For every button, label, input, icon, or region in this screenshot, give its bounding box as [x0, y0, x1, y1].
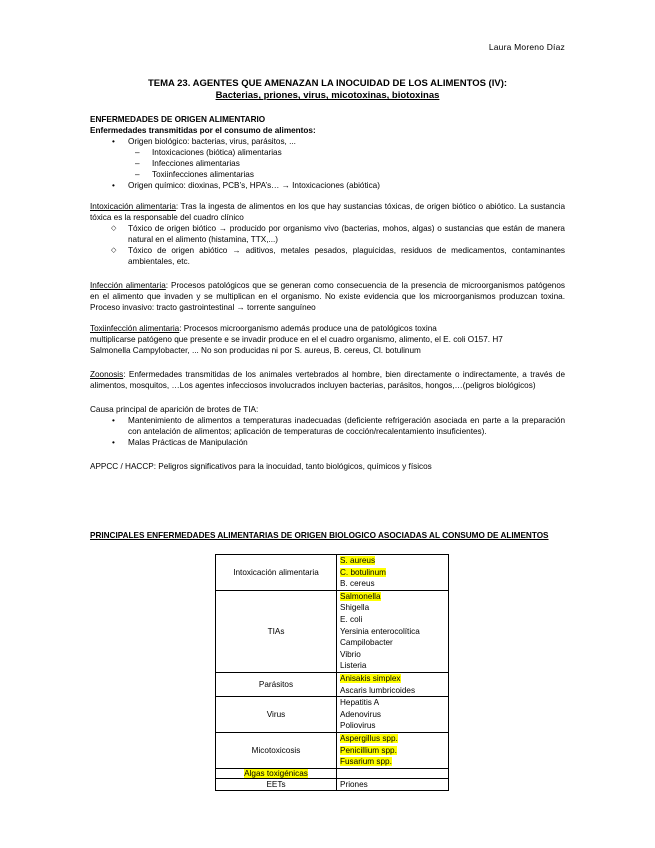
intox-paragraph: [90, 201, 565, 223]
table-entry: [340, 673, 448, 685]
entry-text: Salmonella: [340, 591, 381, 601]
table-entry: [340, 578, 448, 590]
list-item: • Malas Prácticas de Manipulación: [90, 437, 565, 448]
toxiinf-term: Toxiinfección alimentaria: [90, 324, 180, 333]
table-entry: [340, 614, 448, 626]
table-entry: [340, 637, 448, 649]
row-entries-cell: [337, 697, 449, 733]
entry-text: Adenovirus: [340, 709, 381, 719]
row-entries-cell: [337, 778, 449, 791]
intox-term: Intoxicación alimentaria: [90, 202, 176, 211]
list-subitem: – Intoxicaciones (biótica) alimentarias: [90, 147, 565, 158]
infeccion-text: : Procesos patológicos que se generan como consecuencia de la presencia de microorganismos patógenos en el alimento que invaden y se multiplican en el organismo. No existe evidencia que los microorganismos produzcan toxina. Proceso invasivo: tracto gastrointestinal → torrente sanguíneo: [90, 281, 565, 312]
section-heading: ENFERMEDADES DE ORIGEN ALIMENTARIO: [90, 115, 266, 124]
row-label-cell: [216, 732, 337, 768]
table-entry: [340, 709, 448, 721]
row-label-cell: [216, 672, 337, 696]
list-subitem: – Infecciones alimentarias: [90, 158, 565, 169]
list-item: ◇ Tóxico de origen biótico → producido por organismo vivo (bacterias, mohos, algas) o sustancias que están de manera natural en el alimento (histamina, TTX,...): [90, 223, 565, 245]
row-label: Parásitos: [258, 680, 294, 690]
row-label-cell: [216, 778, 337, 791]
row-label: Micotoxicosis: [251, 745, 301, 755]
table-row: [216, 672, 449, 696]
entry-text: Priones: [340, 779, 368, 789]
row-label-cell: [216, 555, 337, 591]
entry-text: C. botulinum: [340, 567, 386, 577]
table-entry: [340, 602, 448, 614]
table-row: [216, 697, 449, 733]
intox-text: : Tras la ingesta de alimentos en los que hay sustancias tóxicas, de origen biótico o abiótico. La sustancia tóxica es la responsable del cuadro clínico: [90, 202, 565, 222]
entry-text: S. aureus: [340, 556, 376, 565]
table-entry: [340, 733, 448, 745]
entry-text: Aspergillus spp.: [340, 733, 398, 743]
toxiinf-paragraph: [90, 323, 565, 334]
table-entry: [340, 649, 448, 661]
table-row: [216, 590, 449, 672]
row-entries-cell: [337, 555, 449, 591]
entry-text: B. cereus: [340, 579, 375, 589]
zoonosis-text: : Enfermedades transmitidas de los animales vertebrados al hombre, bien directamente o indirectamente, a través de alimentos, mosquitos, …Los agentes infecciosos involucrados incluyen bacterias, parásitos, hongos,…(peligros biológicos): [90, 370, 565, 390]
table-row: [216, 768, 449, 778]
toxiinf-line-3: Salmonella Campylobacter, ... No son producidas ni por S. aureus, B. cereus, Cl. botulinum: [90, 346, 421, 355]
entry-text: Poliovirus: [340, 721, 376, 731]
table-entry: [340, 626, 448, 638]
row-label-cell: [216, 768, 337, 778]
table-entry: [340, 745, 448, 757]
zoonosis-term: Zoonosis: [90, 370, 124, 379]
list-subitem: – Toxiinfecciones alimentarias: [90, 169, 565, 180]
entry-text: Shigella: [340, 603, 370, 613]
table-entry: [340, 720, 448, 732]
table-entry: [340, 567, 448, 579]
infeccion-term: Infección alimentaria: [90, 281, 166, 290]
row-label: EETs: [266, 779, 286, 789]
row-label: Intoxicación alimentaria: [233, 567, 319, 577]
title-line-2: Bacterias, priones, virus, micotoxinas, biotoxinas: [215, 90, 440, 101]
entry-text: Vibrio: [340, 649, 361, 659]
entry-text: E. coli: [340, 614, 363, 624]
causa-heading: Causa principal de aparición de brotes de TIA:: [90, 405, 259, 414]
title-line-1: TEMA 23. AGENTES QUE AMENAZAN LA INOCUIDAD DE LOS ALIMENTOS (IV):: [147, 78, 508, 89]
table-entry: [340, 591, 448, 603]
entry-text: Fusarium spp.: [340, 757, 392, 767]
row-label-cell: [216, 590, 337, 672]
row-label-cell: [216, 697, 337, 733]
origin-list: [90, 136, 565, 191]
table-entry: [340, 555, 448, 567]
table-row: [216, 555, 449, 591]
row-entries-cell: [337, 672, 449, 696]
table-entry: [340, 756, 448, 768]
row-label: Virus: [266, 710, 286, 720]
diseases-table: [215, 554, 449, 791]
zoonosis-paragraph: [90, 369, 565, 391]
table-entry: [340, 697, 448, 709]
table-entry: [340, 685, 448, 697]
table-title: PRINCIPALES ENFERMEDADES ALIMENTARIAS DE ORIGEN BIOLOGICO ASOCIADAS AL CONSUMO DE ALIMENTOS: [90, 531, 549, 540]
section-subheading: Enfermedades transmitidas por el consumo de alimentos:: [90, 126, 316, 135]
row-entries-cell: [337, 732, 449, 768]
list-item: • Origen biológico: bacterias, virus, parásitos, ...: [90, 136, 565, 147]
entry-text: Yersinia enterocolítica: [340, 626, 420, 636]
entry-text: Ascaris lumbricoides: [340, 685, 416, 695]
entry-text: Hepatitis A: [340, 698, 380, 708]
list-item: • Mantenimiento de alimentos a temperaturas inadecuadas (deficiente refrigeración asociada en parte a la preparación con antelación de alimentos; aplicación de temperaturas de cocción/recalentamiento insuficientes).: [90, 415, 565, 437]
document-title: [90, 78, 565, 102]
author-name: Laura Moreno Díaz: [488, 42, 565, 52]
row-entries-cell: [337, 768, 449, 778]
table-row: [216, 778, 449, 791]
infeccion-paragraph: [90, 280, 565, 313]
toxiinf-line-2: multiplicarse patógeno que presente e se invadir produce en el el cuadro organismo, alimento, el E. coli O157. H7: [90, 335, 503, 344]
appcc-line: APPCC / HACCP: Peligros significativos para la inocuidad, tanto biológicos, químicos y físicos: [90, 462, 432, 471]
causa-list: [90, 415, 565, 448]
row-label: Algas toxigénicas: [244, 768, 308, 778]
toxiinf-text: : Procesos microorganismo además produce una de patológicos toxina: [179, 324, 437, 333]
intox-list: [90, 223, 565, 267]
table-entry: [340, 660, 448, 672]
entry-text: Penicillium spp.: [340, 745, 397, 755]
list-item: ◇ Tóxico de origen abiótico → aditivos, metales pesados, plaguicidas, residuos de medicamentos, contaminantes ambientales, etc.: [90, 245, 565, 267]
row-entries-cell: [337, 590, 449, 672]
table-row: [216, 732, 449, 768]
entry-text: Anisakis simplex: [340, 673, 401, 683]
list-item: • Origen químico: dioxinas, PCB’s, HPA’s… → Intoxicaciones (abiótica): [90, 180, 565, 191]
entry-text: Campilobacter: [340, 638, 393, 648]
table-entry: [340, 779, 448, 791]
entry-text: Listeria: [340, 661, 367, 671]
document-body: [90, 114, 565, 472]
row-label: TIAs: [267, 626, 285, 636]
